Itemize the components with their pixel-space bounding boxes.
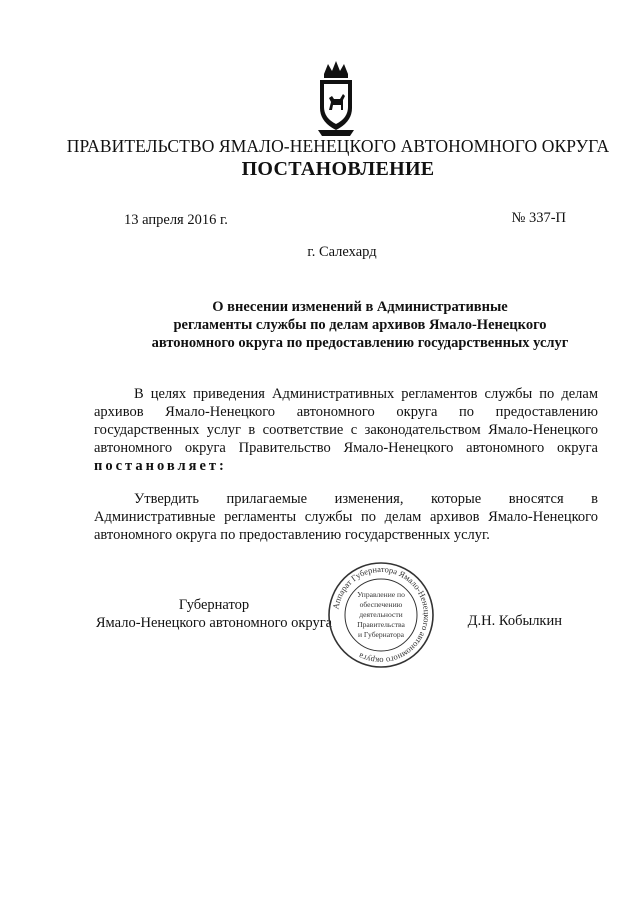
document-subject xyxy=(150,298,570,352)
svg-text:деятельности: деятельности xyxy=(359,610,403,619)
document-number: № 337-П xyxy=(511,210,566,226)
document-type: ПОСТАНОВЛЕНИЕ xyxy=(241,158,435,180)
document-city: г. Салехард xyxy=(307,244,377,260)
svg-text:Правительства: Правительства xyxy=(357,620,405,629)
signatory-title xyxy=(94,596,334,632)
official-seal-stamp xyxy=(326,560,436,670)
subject-line: регламенты службы по делам архивов Ямало-Ненецкого xyxy=(173,317,547,333)
document-date: 13 апреля 2016 г. xyxy=(124,212,228,228)
subject-line: О внесении изменений в Административные xyxy=(212,299,508,315)
signatory-title-line: Ямало-Ненецкого автономного округа xyxy=(95,615,333,631)
svg-text:и Губернатора: и Губернатора xyxy=(357,630,405,639)
subject-line: автономного округа по предоставлению государственных услуг xyxy=(151,335,569,351)
body-paragraph-2: Утвердить прилагаемые изменения, которые вносятся в Административные регламенты службы по делам архивов Ямало-Ненецкого автономного округа по предоставлению государственных услуг. xyxy=(94,491,598,543)
signatory-title-line: Губернатор xyxy=(178,597,250,613)
resolve-word: постановляет: xyxy=(94,458,227,474)
svg-text:Аппарат Губернатора Ямало-Нене: Аппарат Губернатора Ямало-Ненецкого автономного округа xyxy=(330,563,433,667)
svg-text:обеспечению: обеспечению xyxy=(359,600,403,609)
government-title: ПРАВИТЕЛЬСТВО ЯМАЛО-НЕНЕЦКОГО АВТОНОМНОГО ОКРУГА xyxy=(66,136,610,156)
body-paragraph-1 xyxy=(94,385,598,475)
coat-of-arms-icon xyxy=(314,58,358,138)
signatory-name: Д.Н. Кобылкин xyxy=(467,613,562,629)
paragraph-text: В целях приведения Административных регламентов службы по делам архивов Ямало-Ненецкого автономного округа по предоставлению государственных услуг в соответствие с законодательством Ямало-Ненецкого автономного округа Правительство Ямало-Ненецкого автономного округа xyxy=(94,386,598,456)
svg-text:Управление по: Управление по xyxy=(357,590,405,599)
